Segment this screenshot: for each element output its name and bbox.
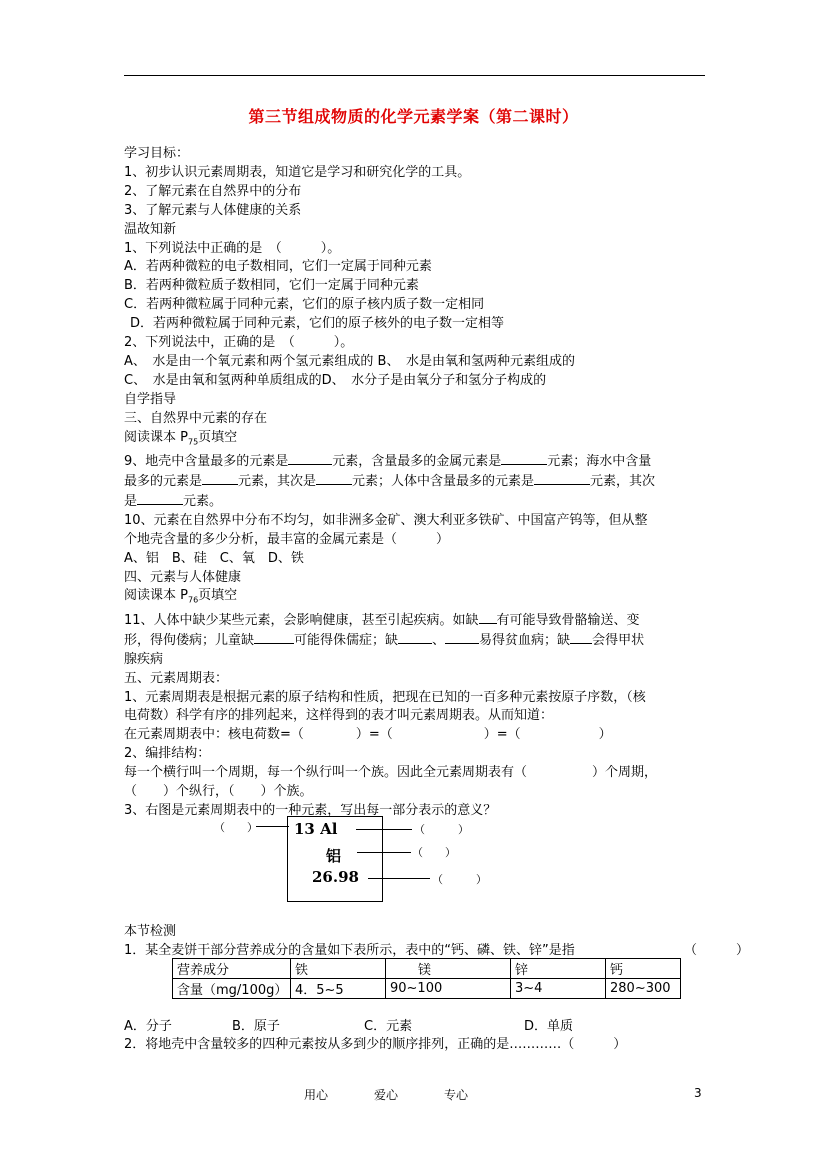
- leader-line: [356, 829, 412, 830]
- page-title: 第三节组成物质的化学元素学案（第二课时）: [248, 107, 579, 126]
- leader-line: [357, 852, 411, 853]
- answer-blank[interactable]: [445, 631, 479, 644]
- question-line: 1．某全麦饼干部分营养成分的含量如下表所示，表中的“钙、磷、铁、锌”是指: [124, 943, 575, 958]
- footer-motto: 用心: [304, 1088, 329, 1102]
- section-heading: 本节检测: [124, 924, 177, 939]
- answer-blank[interactable]: [316, 472, 352, 485]
- table-header-row: [173, 959, 681, 979]
- element-cell-diagram: [210, 815, 500, 905]
- option-b: B．原子: [232, 1019, 280, 1034]
- text-line: 3、了解元素与人体健康的关系: [124, 202, 302, 218]
- section-heading: 学习目标：: [124, 146, 190, 161]
- header-rule: [124, 75, 705, 76]
- table-cell: 锌: [511, 959, 606, 979]
- leader-line: [256, 826, 289, 827]
- section-heading: 四、元素与人体健康: [124, 569, 242, 585]
- text-line: （ ）个纵行，（ ）个族。: [124, 784, 313, 800]
- label-paren: （ ）: [214, 821, 258, 834]
- read-instruction: 阅读课本 $P_{76}$页填空: [124, 588, 238, 606]
- answer-paren: （ ）: [684, 943, 750, 958]
- fill-blank-line: 是 元素。: [124, 493, 223, 509]
- question-line: 2、下列说法中，正确的是 （ ）。: [124, 335, 354, 351]
- element-name: 铝: [326, 847, 342, 865]
- text-line: 1、元素周期表是根据元素的原子结构和性质，把现在已知的一百多种元素按原子序数，（核: [124, 689, 646, 705]
- element-mass: 26.98: [312, 868, 359, 886]
- question-line: 3、右图是元素周期表中的一种元素，写出每一部分表示的意义？: [124, 803, 497, 818]
- option-c: C．元素: [364, 1019, 413, 1034]
- table-cell: 钙: [606, 959, 681, 979]
- question-line: 10、元素在自然界中分布不均匀，如非洲多金矿、澳大利亚多铁矿、中国富产钨等，但从整: [124, 512, 648, 528]
- nutrition-table: [172, 958, 681, 999]
- section-heading: 三、自然界中元素的存在: [124, 410, 268, 426]
- text-line: 2、了解元素在自然界中的分布: [124, 183, 302, 199]
- option-d: D．单质: [524, 1019, 574, 1034]
- answer-blank[interactable]: [398, 631, 432, 644]
- option-a: A．分子: [124, 1019, 172, 1034]
- text-line: 每一个横行叫一个周期，每一个纵行叫一个族。因此全元素周期表有（ ）个周期，: [124, 765, 658, 781]
- table-cell: 铁: [291, 959, 386, 979]
- page-number: 3: [694, 1086, 702, 1100]
- answer-blank[interactable]: [288, 452, 332, 465]
- document-body: [124, 145, 714, 821]
- text-line: 1、初步认识元素周期表，知道它是学习和研究化学的工具。: [124, 164, 471, 180]
- option-line: C．若两种微粒属于同种元素，它们的原子核内质子数一定相同: [124, 297, 485, 313]
- option-line: B．若两种微粒质子数相同，它们一定属于同种元素: [124, 278, 419, 294]
- fill-blank-line: 形，得佝偻病；儿童缺 可能得侏儒症；缺 、 易得贫血病；缺 会得甲状: [124, 632, 645, 648]
- option-line: A、铝 B、硅 C、氧 D、铁: [124, 550, 304, 566]
- section-heading: 温故知新: [124, 221, 177, 237]
- question-line: 2．将地壳中含量较多的四种元素按从多到少的顺序排列，正确的是…………（ ）: [124, 1037, 627, 1052]
- answer-blank[interactable]: [202, 472, 238, 485]
- section-heading: 五、元素周期表：: [124, 670, 229, 686]
- answer-blank[interactable]: [534, 472, 590, 485]
- fill-blank-line: 9、地壳中含量最多的元素是 元素，含量最多的金属元素是 元素；海水中含量: [124, 454, 652, 470]
- leader-line: [368, 878, 430, 879]
- section-heading: 自学指导: [124, 391, 177, 407]
- answer-blank[interactable]: [570, 631, 592, 644]
- table-cell: 镁: [386, 959, 511, 979]
- table-cell: 90~100: [386, 979, 511, 999]
- text-line: 在元素周期表中：核电荷数=（ ）=（ ）=（ ）: [124, 727, 612, 743]
- label-paren: （ ）: [432, 873, 487, 886]
- table-cell: 含量（mg/100g）: [173, 979, 291, 999]
- question-line: 个地壳含量的多少分析，最丰富的金属元素是（ ）: [124, 531, 450, 547]
- table-cell: 3~4: [511, 979, 606, 999]
- footer-motto: 专心: [444, 1088, 469, 1102]
- answer-blank[interactable]: [479, 611, 497, 624]
- table-row: [173, 979, 681, 999]
- footer-motto: 爱心: [374, 1088, 399, 1102]
- answer-blank[interactable]: [137, 492, 183, 505]
- table-cell: 4．5~5: [291, 979, 386, 999]
- element-number-symbol: 13 Al: [294, 820, 338, 838]
- text-line: 腺疾病: [124, 651, 164, 667]
- option-line: D．若两种微粒属于同种元素，它们的原子核外的电子数一定相等: [130, 316, 505, 332]
- fill-blank-line: 最多的元素是 元素，其次是 元素；人体中含量最多的元素是 元素，其次: [124, 474, 656, 489]
- question-line: 1、下列说法中正确的是 （ ）。: [124, 240, 341, 256]
- table-cell: 280~300: [606, 979, 681, 999]
- option-line: A、 水是由一个氧元素和两个氢元素组成的 B、 水是由氧和氢两种元素组成的: [124, 353, 575, 369]
- answer-blank[interactable]: [501, 452, 547, 465]
- table-cell: 营养成分: [173, 959, 291, 979]
- read-instruction: 阅读课本 $P_{75}$页填空: [124, 429, 238, 447]
- text-line: 电荷数）科学有序的排列起来，这样得到的表才叫元素周期表。从而知道：: [124, 708, 554, 724]
- label-paren: （ ）: [414, 823, 469, 836]
- option-line: A．若两种微粒的电子数相同，它们一定属于同种元素: [124, 259, 432, 275]
- fill-blank-line: 11、人体中缺少某些元素，会影响健康，甚至引起疾病。如缺 有可能导致骨骼输送、变: [124, 612, 640, 628]
- option-line: C、 水是由氧和氢两种单质组成的D、 水分子是由氧分子和氢分子构成的: [124, 372, 547, 388]
- answer-blank[interactable]: [254, 631, 294, 644]
- label-paren: （ ）: [412, 846, 456, 859]
- text-line: 2、编排结构：: [124, 746, 211, 762]
